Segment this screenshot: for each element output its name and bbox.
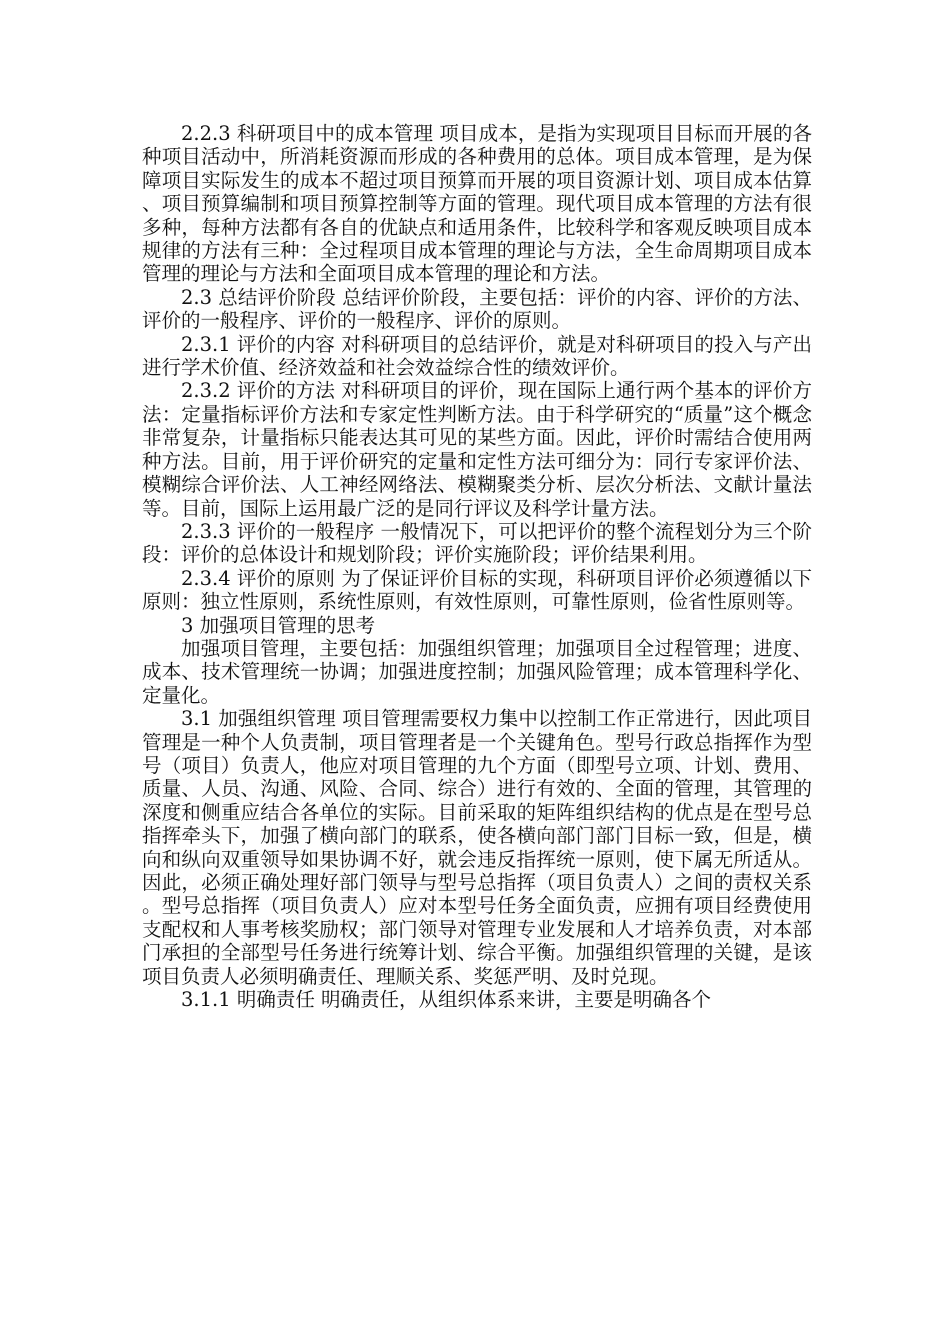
section-heading-3: 3 加强项目管理的思考 <box>181 613 376 637</box>
paragraph-2-3-4-evaluation-principles: 2.3.4 评价的原则 为了保证评价目标的实现，科研项目评价必须遵循以下原则：独立性原则，系统性原则，有效性原则，可靠性原则，俭省性原则等。 <box>142 566 812 614</box>
paragraph-2-3-2-evaluation-methods: 2.3.2 评价的方法 对科研项目的评价，现在国际上通行两个基本的评价方法：定量指标评价方法和专家定性判断方法。由于科学研究的“质量”这个概念非常复杂，计量指标只能表达其可见的某些方面。因此，评价时需结合使用两种方法。目前，用于评价研究的定量和定性方法可细分为：同行专家评价法、模糊综合评价法、人工神经网络法、模糊聚类分析、层次分析法、文献计量法等。目前，国际上运用最广泛的是同行评议及科学计量方法。 <box>142 379 812 520</box>
paragraph-3-1-1-clear-responsibility: 3.1.1 明确责任 明确责任，从组织体系来讲，主要是明确各个 <box>181 988 712 1012</box>
paragraph-2-2-3-cost-management: 2.2.3 科研项目中的成本管理 项目成本，是指为实现项目目标而开展的各种项目活动中，所消耗资源而形成的各种费用的总体。项目成本管理，是为保障项目实际发生的成本不超过项目预算而开展的项目资源计划、项目成本估算、项目预算编制和项目预算控制等方面的管理。现代项目成本管理的方法有很多种，每种方法都有各自的优缺点和适用条件，比较科学和客观反映项目成本规律的方法有三种：全过程项目成本管理的理论与方法，全生命周期项目成本管理的理论与方法和全面项目成本管理的理论和方法。 <box>142 122 812 286</box>
paragraph-3-intro: 加强项目管理，主要包括：加强组织管理；加强项目全过程管理；进度、成本、技术管理统一协调；加强进度控制；加强风险管理；成本管理科学化、定量化。 <box>142 636 812 707</box>
paragraph-2-3-1-evaluation-content: 2.3.1 评价的内容 对科研项目的总结评价，就是对科研项目的投入与产出进行学术价值、经济效益和社会效益综合性的绩效评价。 <box>142 332 812 380</box>
paragraph-3-1-organization-management: 3.1 加强组织管理 项目管理需要权力集中以控制工作正常进行，因此项目管理是一种个人负责制，项目管理者是一个关键角色。型号行政总指挥作为型号（项目）负责人，他应对项目管理的九个方面（即型号立项、计划、费用、质量、人员、沟通、风险、合同、综合）进行有效的、全面的管理，其管理的深度和侧重应结合各单位的实际。目前采取的矩阵组织结构的优点是在型号总指挥牵头下，加强了横向部门的联系，使各横向部门部门目标一致，但是，横向和纵向双重领导如果协调不好，就会违反指挥统一原则，使下属无所适从。因此，必须正确处理好部门领导与型号总指挥（项目负责人）之间的责权关系。型号总指挥（项目负责人）应对本型号任务全面负责，应拥有项目经费使用支配权和人事考核奖励权；部门领导对管理专业发展和人才培养负责，对本部门承担的全部型号任务进行统筹计划、综合平衡。加强组织管理的关键，是该项目负责人必须明确责任、理顺关系、奖惩严明、及时兑现。 <box>142 707 812 988</box>
document-page <box>142 122 812 1011</box>
paragraph-2-3-3-evaluation-procedure: 2.3.3 评价的一般程序 一般情况下，可以把评价的整个流程划分为三个阶段：评价的总体设计和规划阶段；评价实施阶段；评价结果利用。 <box>142 519 812 567</box>
paragraph-2-3-summary-evaluation: 2.3 总结评价阶段 总结评价阶段，主要包括：评价的内容、评价的方法、评价的一般程序、评价的一般程序、评价的原则。 <box>142 285 812 333</box>
